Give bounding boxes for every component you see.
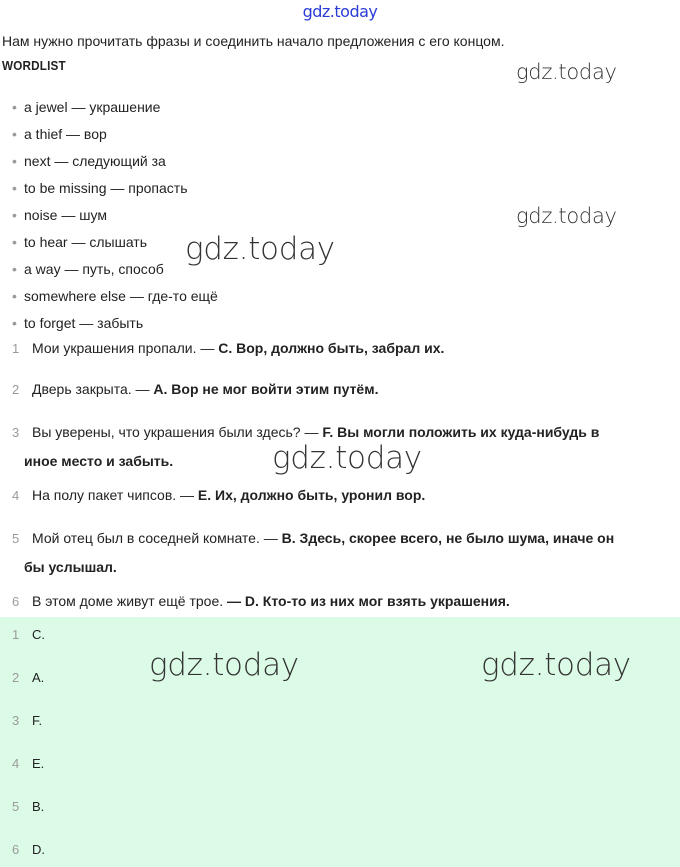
question-answer-continuation: иное место и забыть.	[24, 453, 174, 469]
question-text: Вы уверены, что украшения были здесь? —	[32, 424, 323, 440]
watermark: gdz.today	[185, 231, 335, 267]
answer-item	[12, 669, 44, 687]
answer-letter: D.	[32, 842, 45, 857]
answer-letter: B.	[32, 799, 45, 814]
watermark: gdz.today	[272, 440, 422, 476]
question-text: На полу пакет чипсов. —	[32, 487, 198, 503]
wordlist-item	[12, 93, 218, 120]
question-answer: B. Здесь, скорее всего, не было шума, иначе он	[281, 530, 615, 546]
answer-item	[12, 841, 45, 859]
answer-letter: E.	[32, 756, 45, 771]
bullet-icon: •	[12, 233, 17, 250]
watermark: gdz.today	[149, 647, 299, 683]
question-answer: F. Вы могли положить их куда-нибудь в	[322, 424, 600, 440]
answer-number: 4	[12, 756, 20, 771]
wordlist-item-text: next — следующий за	[24, 152, 166, 169]
wordlist-item	[12, 147, 218, 174]
answer-letter: C.	[32, 627, 45, 642]
wordlist-item-text: to forget — забыть	[24, 314, 144, 331]
wordlist-item-text: to hear — слышать	[24, 233, 148, 250]
bullet-icon: •	[12, 260, 17, 277]
wordlist-item	[12, 174, 218, 201]
question-number: 6	[12, 594, 20, 609]
question-number: 5	[12, 531, 20, 546]
bullet-icon: •	[12, 179, 17, 196]
wordlist-item	[12, 201, 218, 228]
wordlist-item-text: to be missing — пропасть	[24, 179, 188, 196]
answer-number: 6	[12, 842, 20, 857]
bullet-icon: •	[12, 314, 17, 331]
question-answer: A. Вор не мог войти этим путём.	[153, 381, 379, 397]
wordlist-item-text: a jewel — украшение	[24, 98, 161, 115]
wordlist-item	[12, 309, 218, 336]
question-text: Мои украшения пропали. —	[32, 340, 219, 356]
wordlist-item-text: a way — путь, способ	[24, 260, 164, 277]
wordlist-item	[12, 282, 218, 309]
bullet-icon: •	[12, 287, 17, 304]
question-item	[12, 481, 425, 510]
wordlist-item-text: somewhere else — где-то ещё	[24, 287, 218, 304]
question-text: В этом доме живут ещё трое.	[32, 593, 228, 609]
question-number: 2	[12, 382, 20, 397]
question-item	[12, 587, 510, 616]
question-answer: C. Вор, должно быть, забрал их.	[218, 340, 445, 356]
bullet-icon: •	[12, 152, 17, 169]
wordlist-item-text: a thief — вор	[24, 125, 107, 142]
wordlist-heading: WORDLIST	[2, 58, 66, 73]
bullet-icon: •	[12, 125, 17, 142]
question-number: 3	[12, 425, 20, 440]
question-item	[12, 375, 378, 404]
bullet-icon: •	[12, 98, 17, 115]
answer-item	[12, 755, 44, 773]
answer-item	[12, 798, 44, 816]
watermark: gdz.today	[516, 204, 617, 228]
answer-number: 3	[12, 713, 20, 728]
question-number: 4	[12, 488, 20, 503]
question-text: Дверь закрыта. —	[32, 381, 154, 397]
answer-item	[12, 712, 42, 730]
wordlist-item-text: noise — шум	[24, 206, 107, 223]
answer-item	[12, 626, 45, 644]
question-item	[12, 334, 444, 363]
answer-number: 2	[12, 670, 20, 685]
question-number: 1	[12, 341, 20, 356]
watermark: gdz.today	[481, 647, 631, 683]
task-description: Нам нужно прочитать фразы и соединить начало предложения с его концом.	[2, 33, 505, 49]
question-text: Мой отец был в соседней комнате. —	[32, 530, 282, 546]
wordlist	[12, 93, 218, 336]
question-item	[12, 524, 614, 581]
bullet-icon: •	[12, 206, 17, 223]
answer-number: 1	[12, 627, 20, 642]
site-header-logo[interactable]: gdz.today	[302, 2, 378, 21]
answer-letter: A.	[32, 670, 45, 685]
answer-letter: F.	[32, 713, 43, 728]
watermark: gdz.today	[516, 60, 617, 84]
question-answer: — D. Кто-то из них мог взять украшения.	[227, 593, 510, 609]
question-answer-continuation: бы услышал.	[24, 559, 117, 575]
answer-number: 5	[12, 799, 20, 814]
question-answer: E. Их, должно быть, уронил вор.	[197, 487, 426, 503]
wordlist-item	[12, 120, 218, 147]
